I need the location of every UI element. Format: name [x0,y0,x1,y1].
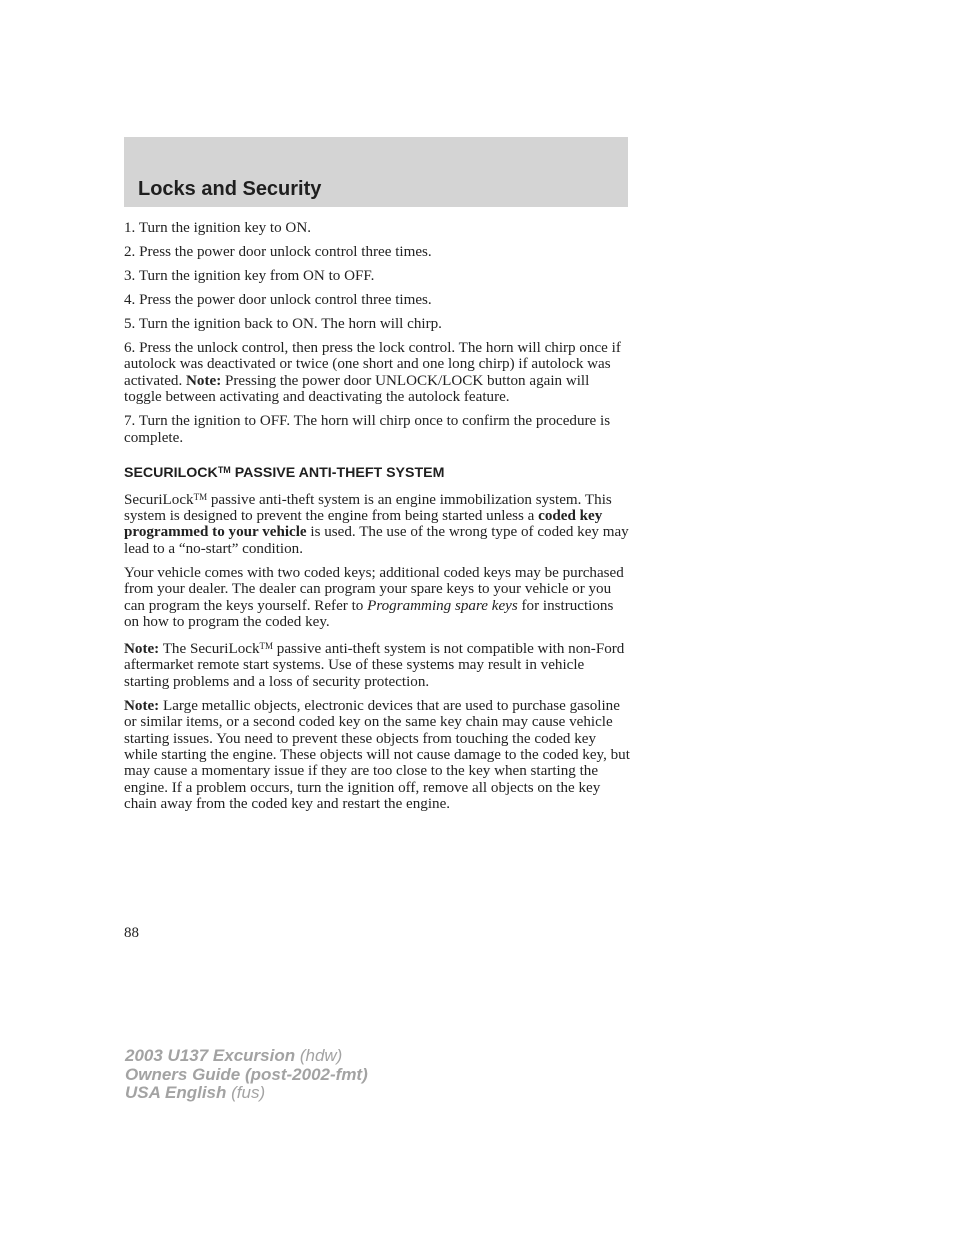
text-run: passive anti-theft system is an engine immobilization system. This system is designed to prevent the engine from being started unless a [124,491,612,524]
securilock-note-2 [124,698,630,813]
page-content [124,220,630,820]
text-run: The SecuriLock [159,640,260,657]
footer-bold: Owners Guide (post-2002-fmt) [125,1064,368,1084]
note-label: Note: [124,697,160,714]
text-run: passive anti-theft system is not compatible with non-Ford aftermarket remote start systems. Use of these systems may result in vehicle starting problems and a loss of security protection. [124,640,625,690]
text-run: SecuriLock [124,491,194,508]
footer-text: (hdw) [295,1046,343,1065]
footer-text: (fus) [226,1083,266,1102]
page-number: 88 [124,925,139,941]
step-7: 7. Turn the ignition to OFF. The horn will chirp once to confirm the procedure is complete. [124,413,611,446]
securilock-heading [124,462,630,481]
footer-bold: 2003 U137 Excursion [125,1046,296,1065]
step-6-text: 6. Press the unlock control, then press the lock control. The horn will chirp once if autolock was deactivated or twice (one short and one long chirp) if autolock was activated. [124,340,621,389]
section-title: Locks and Security [138,178,322,200]
text-run: Your vehicle comes with two coded keys; additional coded keys may be purchased from your dealer. The dealer can program your spare keys to your vehicle or you can program the keys yourself. Refer to [124,564,624,614]
step-4: 4. Press the power door unlock control three times. [124,292,432,308]
heading-part: SECURILOCK [124,465,218,482]
securilock-paragraph-2 [124,565,630,631]
document-footer [125,1047,368,1103]
step-5: 5. Turn the ignition back to ON. The horn will chirp. [124,316,442,332]
note-label: Note: [124,640,160,657]
text-run: is used. The use of the wrong type of coded key may lead to a “no-start” condition. [124,524,629,557]
heading-part: PASSIVE ANTI-THEFT SYSTEM [230,465,445,482]
trademark-mark: TM [193,491,208,502]
step-6 [124,340,630,406]
text-run: Large metallic objects, electronic devices that are used to purchase gasoline or similar items, or a second coded key on the same key chain may cause vehicle starting issues. You need to prevent these objects from touching the coded key while starting the engine. These objects will not cause damage to the coded key, but may cause a momentary issue if they are too close to the key when starting the engine. If a problem occurs, turn the ignition off, remove all objects on the key chain away from the coded key and restart the engine. [124,697,630,813]
step-3: 3. Turn the ignition key from ON to OFF. [124,268,375,284]
footer-line-1 [125,1047,368,1066]
footer-line-3 [125,1084,368,1103]
note-label: Note: [186,372,222,389]
footer-line-2 [125,1066,368,1085]
text-run: for instructions on how to program the coded key. [124,597,614,630]
bold-phrase: coded key programmed to your vehicle [124,507,603,541]
trademark-mark: TM [259,640,274,651]
footer-bold: USA English [125,1083,227,1102]
step-2: 2. Press the power door unlock control three times. [124,244,432,260]
cross-reference: Programming spare keys [367,597,518,614]
step-1: 1. Turn the ignition key to ON. [124,220,312,236]
step-6-note: Pressing the power door UNLOCK/LOCK button again will toggle between activating and deactivating the autolock feature. [124,372,590,406]
securilock-paragraph-1 [124,489,630,558]
securilock-note-1 [124,638,630,690]
section-header-band [124,137,628,207]
trademark-mark: TM [217,465,231,476]
